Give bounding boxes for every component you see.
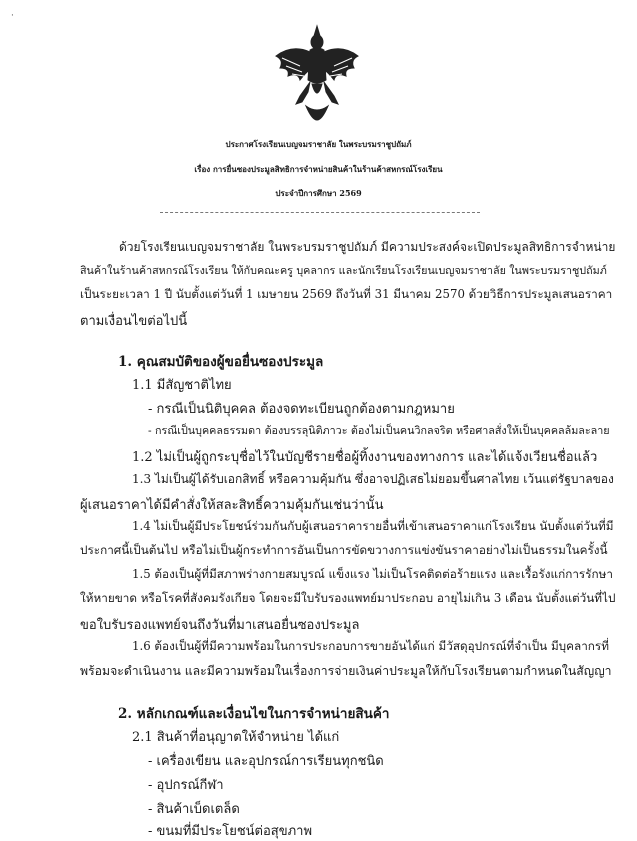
item-1-1-a: - กรณีเป็นนิติบุคคล ต้องจดทะเบียนถูกต้องตามกฎหมาย <box>148 402 455 417</box>
list-item: - เครื่องเขียน และอุปกรณ์การเรียนทุกชนิด <box>148 754 384 769</box>
academic-year: ประจำปีการศึกษา 2569 <box>275 188 362 198</box>
item-1-1-b: - กรณีเป็นบุคคลธรรมดา ต้องบรรลุนิติภาวะ ต้องไม่เป็นคนวิกลจริต หรือศาลสั่งให้เป็นบุคคลล้มละลาย <box>148 424 610 437</box>
header-divider <box>160 212 480 213</box>
intro-line-3: เป็นระยะเวลา 1 ปี นับตั้งแต่วันที่ 1 เมษายน 2569 ถึงวันที่ 31 มีนาคม 2570 ด้วยวิธีการประมูลเสนอราคา <box>80 287 613 301</box>
item-1-5-line-2: ให้หายขาด หรือโรคที่สังคมรังเกียจ โดยจะมีใบรับรองแพทย์มาประกอบ อายุไม่เกิน 3 เดือน นับตั้งแต่วันที่ไป <box>80 591 616 605</box>
announcement-subject: เรื่อง การยื่นซองประมูลสิทธิการจำหน่ายสินค้าในร้านค้าสหกรณ์โรงเรียน <box>194 164 443 174</box>
list-item: - สินค้าเบ็ดเตล็ด <box>148 802 240 817</box>
garuda-emblem-icon <box>270 22 364 122</box>
intro-line-1: ด้วยโรงเรียนเบญจมราชาลัย ในพระบรมราชูปถัมภ์ มีความประสงค์จะเปิดประมูลสิทธิการจำหน่าย <box>119 240 616 254</box>
corner-mark: · <box>11 11 14 21</box>
announcement-title: ประกาศโรงเรียนเบญจมราชาลัย ในพระบรมราชูปถัมภ์ <box>225 139 412 149</box>
item-1-5-line-3: ขอใบรับรองแพทย์จนถึงวันที่มาเสนอยื่นซองประมูล <box>80 618 360 633</box>
section-1-heading: 1. คุณสมบัติของผู้ขอยื่นซองประมูล <box>118 354 324 370</box>
list-item: - ขนมที่มีประโยชน์ต่อสุขภาพ <box>148 824 313 839</box>
section-2-heading: 2. หลักเกณฑ์และเงื่อนไขในการจำหน่ายสินค้า <box>118 706 390 722</box>
item-1-5-line-1: 1.5 ต้องเป็นผู้ที่มีสภาพร่างกายสมบูรณ์ แข็งแรง ไม่เป็นโรคติดต่อร้ายแรง และเรื้อรังแก่การรักษา <box>132 567 613 581</box>
intro-line-4: ตามเงื่อนไขต่อไปนี้ <box>80 314 188 329</box>
intro-line-2: สินค้าในร้านค้าสหกรณ์โรงเรียน ให้กับคณะครู บุคลากร และนักเรียนโรงเรียนเบญจมราชาลัย ในพระบรมราชูปถัมภ์ <box>80 264 607 277</box>
item-1-2: 1.2 ไม่เป็นผู้ถูกระบุชื่อไว้ในบัญชีรายชื่อผู้ทิ้งงานของทางการ และได้แจ้งเวียนชื่อแล้ว <box>132 450 598 465</box>
item-1-3-line-1: 1.3 ไม่เป็นผู้ได้รับเอกสิทธิ์ หรือความคุ้มกัน ซึ่งอาจปฏิเสธไม่ยอมขึ้นศาลไทย เว้นแต่รัฐบาลของ <box>132 472 614 486</box>
item-1-4-line-1: 1.4 ไม่เป็นผู้มีประโยชน์ร่วมกันกับผู้เสนอราคารายอื่นที่เข้าเสนอราคาแก่โรงเรียน นับตั้งแต่วันที่มี <box>132 519 614 533</box>
item-1-4-line-2: ประกาศนี้เป็นต้นไป หรือไม่เป็นผู้กระทำการอันเป็นการขัดขวางการแข่งขันราคาอย่างไม่เป็นธรรมในครั้งนี้ <box>80 543 608 557</box>
item-2-1: 2.1 สินค้าที่อนุญาตให้จำหน่าย ได้แก่ <box>132 730 340 745</box>
item-1-1: 1.1 มีสัญชาติไทย <box>132 378 232 393</box>
item-1-6-line-1: 1.6 ต้องเป็นผู้ที่มีความพร้อมในการประกอบการขายอันได้แก่ มีวัสดุอุปกรณ์ที่จำเป็น มีบุคลากรที่ <box>132 639 609 653</box>
list-item: - อุปกรณ์กีฬา <box>148 778 224 793</box>
item-1-6-line-2: พร้อมจะดำเนินงาน และมีความพร้อมในเรื่องการจ่ายเงินค่าประมูลให้กับโรงเรียนตามกำหนดในสัญญา <box>80 664 612 678</box>
item-1-3-line-2: ผู้เสนอราคาได้มีคำสั่งให้สละสิทธิ์ความคุ้มกันเช่นว่านั้น <box>80 498 384 513</box>
